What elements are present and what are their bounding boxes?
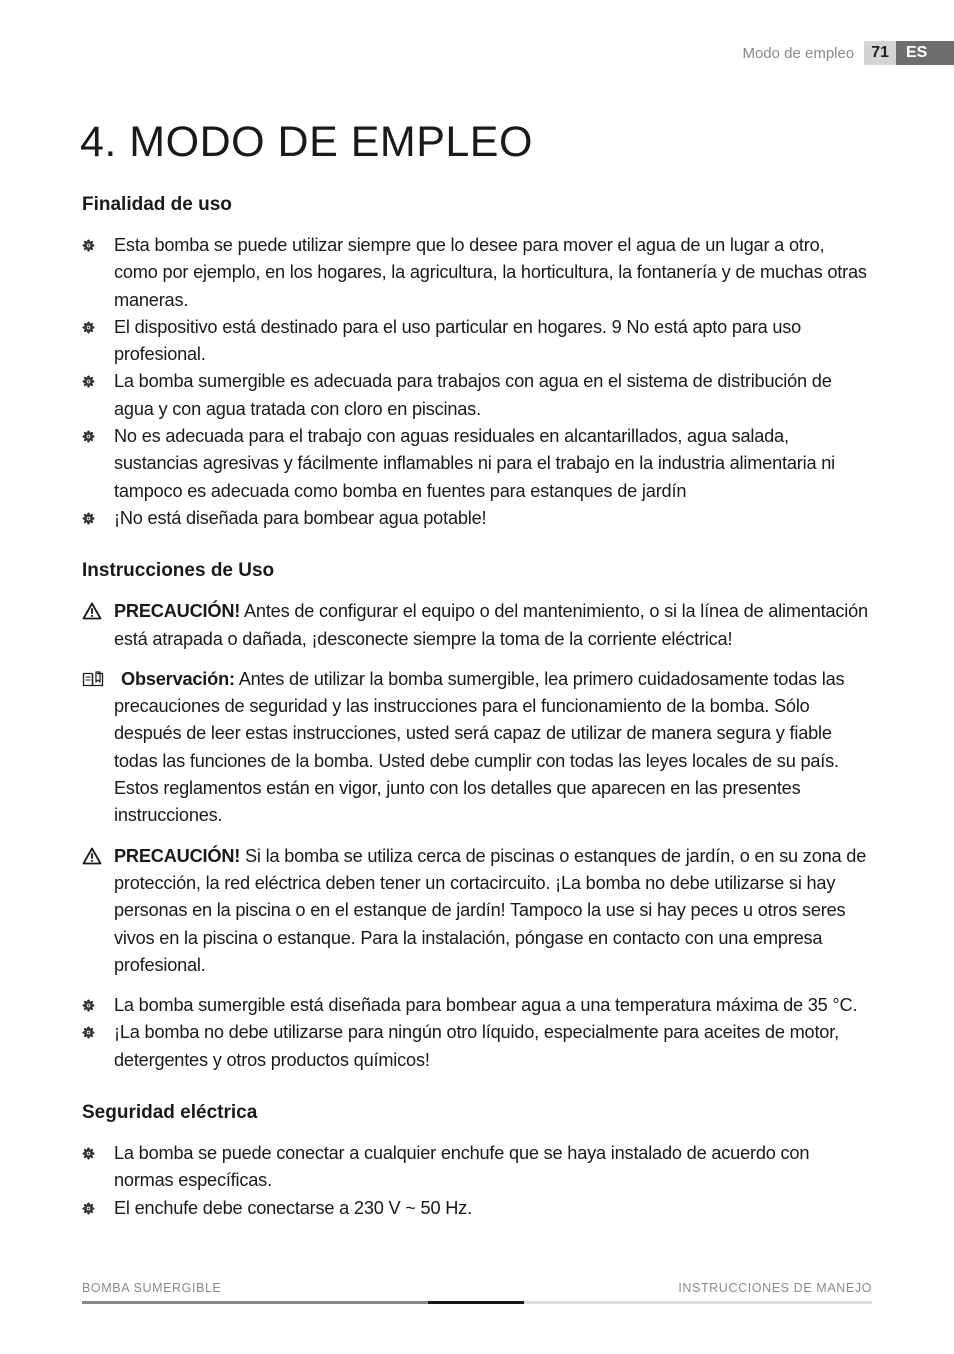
flower-bullet-icon xyxy=(82,321,95,334)
list-item-text: La bomba sumergible está diseñada para bombear agua a una temperatura máxima de 35 °C. xyxy=(114,995,858,1016)
list-item-text: Esta bomba se puede utilizar siempre que lo desee para mover el agua de un lugar a otro, como por ejemplo, en los hogares, la agricultura, la horticultura, la fontanería y de muchas otras maneras. xyxy=(114,235,867,310)
observation-text: Antes de utilizar la bomba sumergible, lea primero cuidadosamente todas las precauciones de seguridad y las instrucciones para el funcionamiento de la bomba. Sólo después de leer estas instrucciones, usted será capaz de utilizar de manera segura y fiable todas las funciones de la bomba. Usted debe cumplir con todas las leyes locales de su país. Estos reglamentos están en vigor, junto con los detalles que aparecen en las presentes instrucciones. xyxy=(114,668,845,826)
warning-triangle-icon xyxy=(82,602,102,620)
seguridad-list xyxy=(82,1140,872,1222)
caution-label: PRECAUCIÓN! xyxy=(114,845,241,866)
header-language-tab: ES xyxy=(896,41,954,65)
list-item xyxy=(82,1195,872,1222)
caution-note-2 xyxy=(82,843,872,979)
caution-text: Antes de configurar el equipo o del mantenimiento, o si la línea de alimentación está atrapada o dañada, ¡desconecte siempre la toma de la corriente eléctrica! xyxy=(114,601,868,649)
open-book-icon xyxy=(82,670,104,688)
caution-label: PRECAUCIÓN! xyxy=(114,601,241,622)
footer-manual-title: INSTRUCCIONES DE MANEJO xyxy=(678,1281,872,1295)
list-item-text: La bomba se puede conectar a cualquier enchufe que se haya instalado de acuerdo con normas específicas. xyxy=(114,1143,810,1191)
footer-bar-segment-light xyxy=(524,1301,872,1304)
header-section-title: Modo de empleo xyxy=(742,44,855,62)
footer-bar-segment-dark xyxy=(428,1301,524,1304)
finalidad-list xyxy=(82,232,872,532)
flower-bullet-icon xyxy=(82,999,95,1012)
section-heading-instrucciones: Instrucciones de Uso xyxy=(82,560,275,582)
page-header xyxy=(742,41,954,65)
list-item xyxy=(82,992,872,1019)
caution-note-1 xyxy=(82,598,872,653)
flower-bullet-icon xyxy=(82,239,95,252)
list-item-text: La bomba sumergible es adecuada para trabajos con agua en el sistema de distribución de agua y con agua tratada con cloro en piscinas. xyxy=(114,371,832,419)
list-item xyxy=(82,368,872,423)
list-item xyxy=(82,1140,872,1195)
list-item xyxy=(82,423,872,505)
flower-bullet-icon xyxy=(82,430,95,443)
list-item xyxy=(82,505,872,532)
observation-note xyxy=(82,666,872,830)
observation-label: Observación: xyxy=(121,668,235,689)
list-item xyxy=(82,232,872,314)
list-item-text: ¡La bomba no debe utilizarse para ningún otro líquido, especialmente para aceites de motor, detergentes y otros productos químicos! xyxy=(114,1022,839,1070)
header-page-number: 71 xyxy=(864,41,896,65)
flower-bullet-icon xyxy=(82,1026,95,1039)
list-item-text: No es adecuada para el trabajo con aguas residuales en alcantarillados, agua salada, sustancias agresivas y fácilmente inflamables ni para el trabajo en la industria alimentaria ni tampoco es adecuada como bomba en fuentes para estanques de jardín xyxy=(114,426,836,501)
warning-triangle-icon xyxy=(82,847,102,865)
flower-bullet-icon xyxy=(82,512,95,525)
flower-bullet-icon xyxy=(82,375,95,388)
list-item-text: El dispositivo está destinado para el uso particular en hogares. 9 No está apto para uso profesional. xyxy=(114,316,802,365)
list-item-text: ¡No está diseñada para bombear agua potable! xyxy=(114,507,487,528)
list-item xyxy=(82,314,872,369)
instrucciones-list xyxy=(82,992,872,1074)
caution-text: Si la bomba se utiliza cerca de piscinas o estanques de jardín, o en su zona de protección, la red eléctrica deben tener un cortacircuito. ¡La bomba no debe utilizarse si hay personas en la piscina o en el estanque de jardín! Tampoco la use si hay peces u otros seres vivos en la piscina o estanque. Para la instalación, póngase en contacto con una empresa profesional. xyxy=(114,845,867,975)
flower-bullet-icon xyxy=(82,1147,95,1160)
list-item-text: El enchufe debe conectarse a 230 V ~ 50 Hz. xyxy=(114,1197,472,1218)
footer-bar-segment-mid xyxy=(82,1301,428,1304)
section-heading-finalidad: Finalidad de uso xyxy=(82,194,232,215)
section-heading-seguridad: Seguridad eléctrica xyxy=(82,1102,258,1124)
flower-bullet-icon xyxy=(82,1202,95,1215)
main-content xyxy=(82,192,872,1222)
footer-product-name: BOMBA SUMERGIBLE xyxy=(82,1281,222,1295)
page-title: 4. MODO DE EMPLEO xyxy=(80,118,533,166)
list-item xyxy=(82,1019,872,1074)
